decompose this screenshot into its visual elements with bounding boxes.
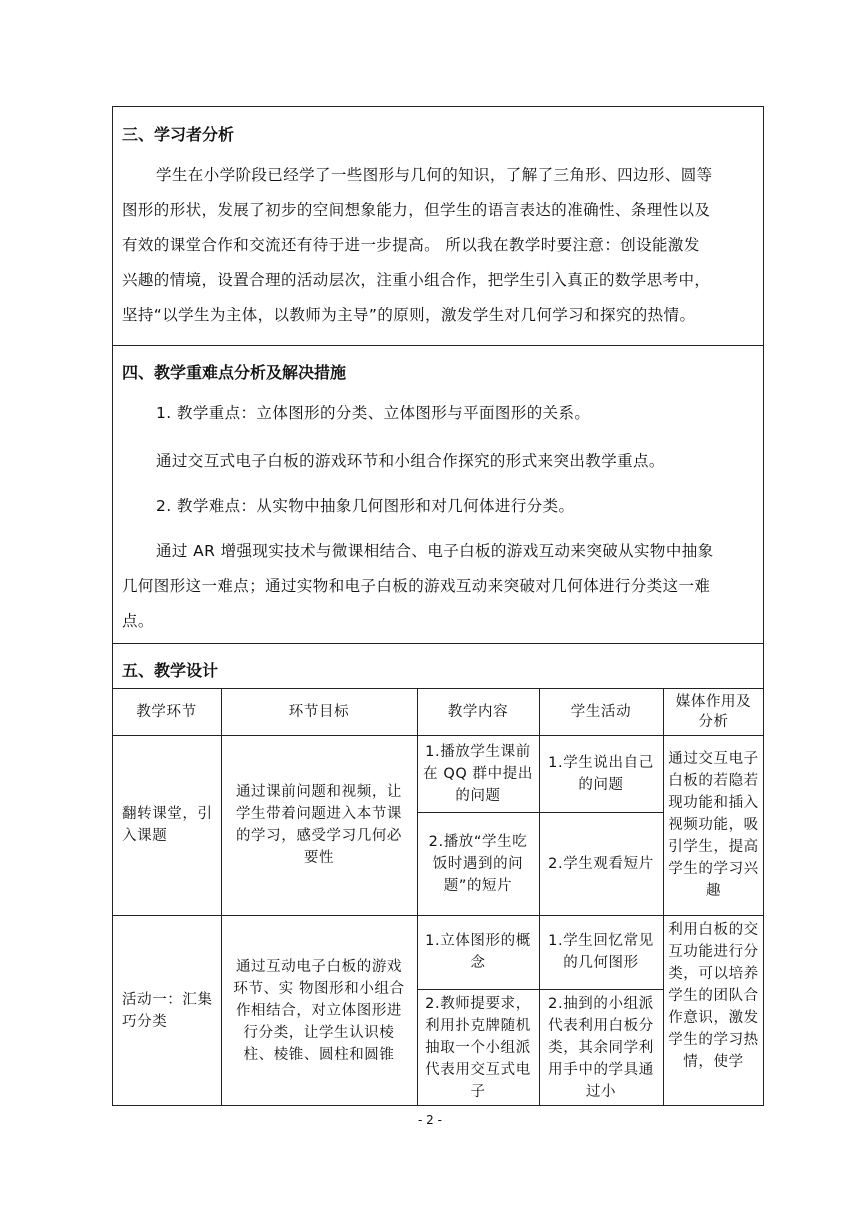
difficulty-line: 几何图形这一难点；通过实物和电子白板的游戏互动来突破对几何体进行分类这一难: [122, 577, 711, 595]
row1-stage: 翻转课堂，引入课题: [122, 806, 213, 844]
header-stage: 教学环节: [136, 703, 197, 720]
row2-content-2: 2.教师提要求，利用扑克牌随机抽取一个小组派代表用交互式电子: [425, 996, 531, 1100]
section3-line: 学生在小学阶段已经学了一些图形与几何的知识，了解了三角形、四边形、圆等: [156, 166, 713, 184]
section-divider: [112, 345, 764, 346]
row2-activity-2: 2.抽到的小组派代表利用白板分类，其余同学利用手中的学具通过小: [548, 996, 654, 1100]
header-goal: 环节目标: [288, 703, 350, 720]
row2-media: 利用白板的交互功能进行分类，可以培养学生的团队合作意识，激发学生的学习热情，使学: [668, 922, 759, 1070]
row1-activity-1: 1.学生说出自己的问题: [548, 754, 654, 793]
row2-stage: 活动一：汇集巧分类: [122, 991, 213, 1030]
row2-content-1: 1.立体图形的概念: [425, 933, 531, 971]
row2-goal: 通过互动电子白板的游戏环节、实 物图形和小组合作相结合，对立体图形进行分类，让学生认识棱柱、棱锥、圆柱和圆锥: [233, 958, 405, 1063]
row1-goal: 通过课前问题和视频，让学生带着问题进入本节课的学习，感受学习几何必要性: [235, 784, 403, 866]
page-number: - 2 -: [418, 1113, 442, 1127]
section-divider: [112, 643, 764, 644]
difficulty-line: 通过 AR 增强现实技术与微课相结合、电子白板的游戏互动来突破从实物中抽象: [156, 542, 714, 560]
key-solution: 通过交互式电子白板的游戏环节和小组合作探究的形式来突出教学重点。: [156, 452, 665, 470]
section3-line: 有效的课堂合作和交流还有待于进一步提高。 所以我在教学时要注意：创设能激发: [122, 236, 700, 254]
section3-heading: 三、学习者分析: [122, 125, 235, 144]
header-content: 教学内容: [447, 703, 509, 720]
row2-activity-1: 1.学生回忆常见的几何图形: [548, 933, 654, 971]
section3-line: 图形的形状，发展了初步的空间想象能力，但学生的语言表达的准确性、条理性以及: [122, 201, 711, 219]
row1-activity-2: 2.学生观看短片: [548, 855, 654, 872]
row1-media: 通过交互电子白板的若隐若现功能和插入视频功能，吸引学生，提高学生的学习兴趣: [668, 751, 759, 899]
difficulty-line: 点。: [122, 612, 154, 630]
header-media: 媒体作用及分析: [675, 693, 752, 730]
header-activity: 学生活动: [570, 703, 632, 720]
section3-line: 坚持“以学生为主体，以教师为主导”的原则，激发学生对几何学习和探究的热情。: [122, 306, 696, 324]
row1-content-2: 2.播放“学生吃饭时遇到的问题”的短片: [428, 833, 528, 894]
section3-line: 兴趣的情境，设置合理的活动层次，注重小组合作，把学生引入真正的数学思考中，: [122, 271, 711, 289]
section4-heading: 四、教学重难点分析及解决措施: [122, 363, 347, 382]
key-point: 1. 教学重点：立体图形的分类、立体图形与平面图形的关系。: [156, 404, 591, 422]
section5-heading: 五、教学设计: [122, 661, 219, 680]
difficulty: 2. 教学难点：从实物中抽象几何图形和对几何体进行分类。: [156, 497, 575, 515]
row1-content-1: 1.播放学生课前在 QQ 群中提出的问题: [423, 743, 533, 804]
